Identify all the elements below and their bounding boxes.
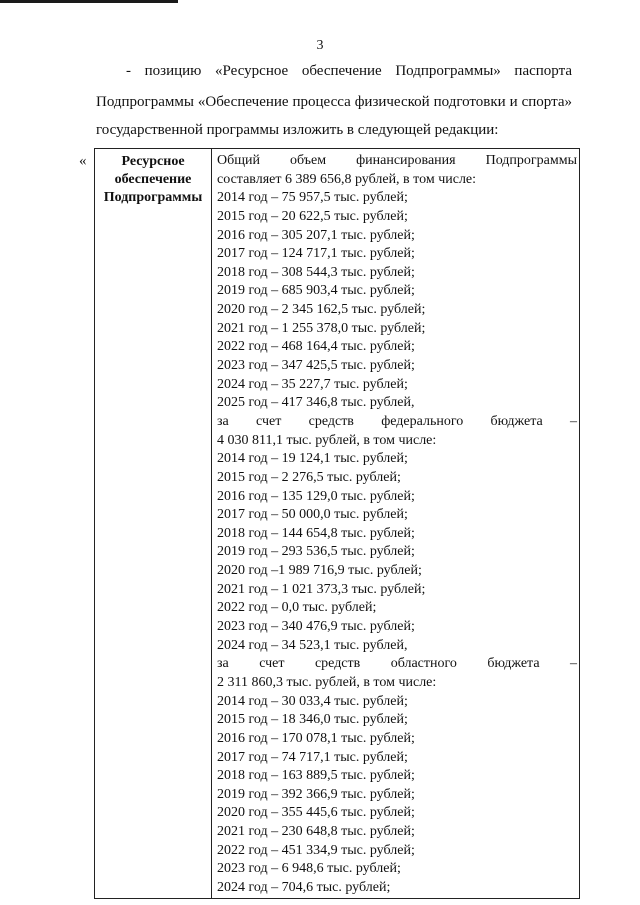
financing-line: 2019 год – 685 903,4 тыс. рублей; [217, 283, 415, 299]
financing-line: 2022 год – 451 334,9 тыс. рублей; [217, 842, 415, 858]
financing-line: за счет средств областного бюджета – [217, 656, 577, 672]
financing-line: 2014 год – 30 033,4 тыс. рублей; [217, 693, 408, 709]
financing-line: 2022 год – 468 164,4 тыс. рублей; [217, 339, 415, 355]
financing-line: 2 311 860,3 тыс. рублей, в том числе: [217, 674, 437, 690]
page-number: 3 [316, 38, 324, 53]
financing-line: 2017 год – 124 717,1 тыс. рублей; [217, 246, 415, 262]
financing-line: 2021 год – 1 021 373,3 тыс. рублей; [217, 581, 426, 597]
financing-line: 2022 год – 0,0 тыс. рублей; [217, 600, 377, 616]
resource-label-cell [95, 153, 211, 207]
financing-text-cell [217, 152, 577, 898]
intro-line-2: Подпрограммы «Обеспечение процесса физической подготовки и спорта» [96, 94, 572, 110]
financing-line: 2020 год –1 989 716,9 тыс. рублей; [217, 563, 422, 579]
financing-line: 2024 год – 35 227,7 тыс. рублей; [217, 376, 408, 392]
financing-line: 2017 год – 74 717,1 тыс. рублей; [217, 749, 408, 765]
financing-line: 2018 год – 144 654,8 тыс. рублей; [217, 525, 415, 541]
financing-line: 2015 год – 20 622,5 тыс. рублей; [217, 208, 408, 224]
column-divider [211, 149, 212, 898]
financing-line: 2021 год – 1 255 378,0 тыс. рублей; [217, 320, 426, 336]
financing-line: 2024 год – 34 523,1 тыс. рублей, [217, 637, 408, 653]
financing-line: 2018 год – 163 889,5 тыс. рублей; [217, 768, 415, 784]
financing-line: 2023 год – 6 948,6 тыс. рублей; [217, 861, 401, 877]
financing-line: 2017 год – 50 000,0 тыс. рублей; [217, 507, 408, 523]
financing-line: 2023 год – 340 476,9 тыс. рублей; [217, 619, 415, 635]
resource-label-line: Ресурсное [121, 154, 185, 169]
financing-line: 2016 год – 135 129,0 тыс. рублей; [217, 488, 415, 504]
intro-line-3: государственной программы изложить в следующей редакции: [96, 122, 499, 138]
resource-table [94, 148, 580, 899]
financing-line: 2016 год – 305 207,1 тыс. рублей; [217, 227, 415, 243]
financing-line: 2015 год – 18 346,0 тыс. рублей; [217, 712, 408, 728]
financing-line: 2015 год – 2 276,5 тыс. рублей; [217, 469, 401, 485]
financing-line: 2020 год – 355 445,6 тыс. рублей; [217, 805, 415, 821]
financing-line: 2014 год – 75 957,5 тыс. рублей; [217, 190, 408, 206]
financing-line: 2024 год – 704,6 тыс. рублей; [217, 879, 391, 895]
scan-edge-mark [0, 0, 178, 3]
opening-quote-mark: « [79, 153, 87, 169]
financing-line: Общий объем финансирования Подпрограммы [217, 153, 577, 168]
financing-line: составляет 6 389 656,8 рублей, в том числе: [217, 171, 477, 187]
financing-line: 2018 год – 308 544,3 тыс. рублей; [217, 264, 415, 280]
financing-line: 2014 год – 19 124,1 тыс. рублей; [217, 451, 408, 467]
financing-line: 4 030 811,1 тыс. рублей, в том числе: [217, 432, 437, 448]
intro-line-1: - позицию «Ресурсное обеспечение Подпрограммы» паспорта [126, 63, 572, 79]
financing-line: 2016 год – 170 078,1 тыс. рублей; [217, 730, 415, 746]
financing-line: 2020 год – 2 345 162,5 тыс. рублей; [217, 302, 426, 318]
financing-line: 2019 год – 392 366,9 тыс. рублей; [217, 786, 415, 802]
financing-line: 2023 год – 347 425,5 тыс. рублей; [217, 358, 415, 374]
resource-label-line: Подпрограммы [103, 190, 203, 205]
financing-line: 2025 год – 417 346,8 тыс. рублей, [217, 395, 415, 411]
financing-line: за счет средств федерального бюджета – [217, 413, 577, 429]
financing-line: 2019 год – 293 536,5 тыс. рублей; [217, 544, 415, 560]
resource-label-line: обеспечение [114, 172, 192, 187]
financing-line: 2021 год – 230 648,8 тыс. рублей; [217, 824, 415, 840]
